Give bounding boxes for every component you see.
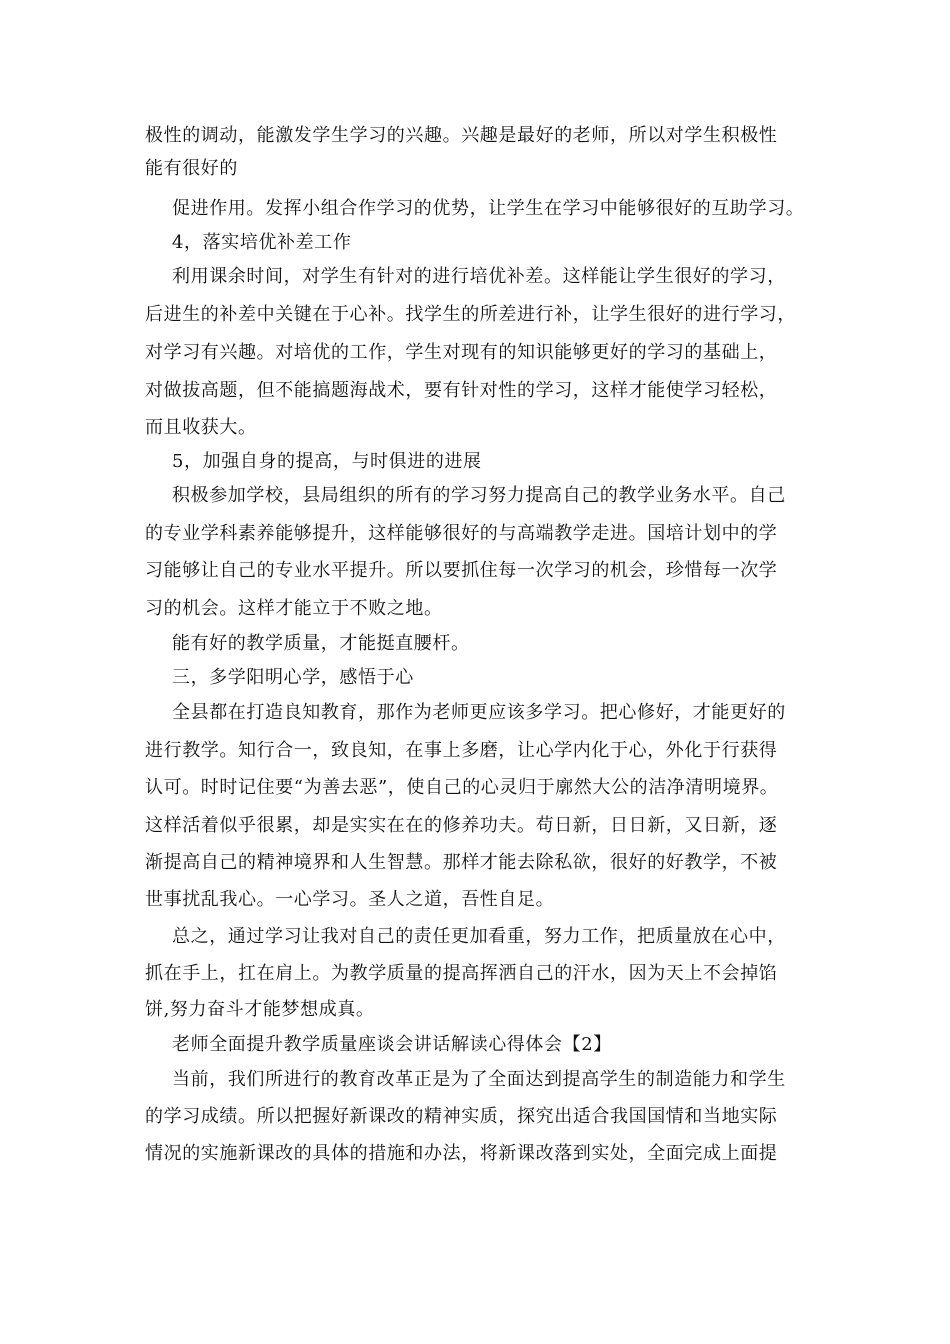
text-line: 抓在手上，扛在肩上。为教学质量的提高挥洒自己的汗水，因为天上不会掉馅	[145, 963, 778, 984]
text-line: 情况的实施新课改的具体的措施和办法，将新课改落到实处，全面完成上面提	[145, 1143, 778, 1164]
text-line: 这样活着似乎很累，却是实实在在的修养功夫。苟日新，日日新，又日新，逐	[145, 815, 778, 836]
section-heading: 三，多学阳明心学，感悟于心	[172, 667, 414, 688]
section-heading: 4，落实培优补差工作	[172, 232, 352, 253]
text-line: 对做拔高题，但不能搞题海战术，要有针对性的学习，这样才能使学习轻松，	[145, 380, 778, 401]
text-line: 的专业学科素养能够提升，这样能够很好的与高端教学走进。国培计划中的学	[145, 523, 778, 544]
article-title: 老师全面提升教学质量座谈会讲话解读心得体会【2】	[172, 1034, 612, 1055]
text-line: 认可。时时记住要“为善去恶”，使自己的心灵归于廓然大公的洁净清明境界。	[145, 777, 779, 798]
text-line: 能有很好的	[145, 158, 238, 179]
text-line: 利用课余时间，对学生有针对的进行培优补差。这样能让学生很好的学习，	[172, 266, 786, 287]
text-line: 渐提高自己的精神境界和人生智慧。那样才能去除私欲，很好的好教学，不被	[145, 852, 778, 873]
text-line: 全县都在打造良知教育，那作为老师更应该多学习。把心修好，才能更好的	[172, 702, 786, 723]
text-line: 而且收获大。	[145, 417, 257, 438]
text-line: 极性的调动，能激发学生学习的兴趣。兴趣是最好的老师，所以对学生积极性	[145, 125, 778, 146]
text-line: 饼,努力奋斗才能梦想成真。	[145, 999, 375, 1020]
text-line: 总之，通过学习让我对自己的责任更加看重，努力工作，把质量放在心中，	[172, 926, 786, 947]
text-line: 进行教学。知行合一，致良知，在事上多磨，让心学内化于心，外化于行获得	[145, 740, 778, 761]
text-line: 后进生的补差中关键在于心补。找学生的所差进行补，让学生很好的进行学习，	[145, 304, 796, 325]
text-line: 习的机会。这样才能立于不败之地。	[145, 598, 443, 619]
text-line: 能有好的教学质量，才能挺直腰杆。	[172, 633, 470, 654]
text-line: 当前，我们所进行的教育改革正是为了全面达到提高学生的制造能力和学生	[172, 1069, 786, 1090]
text-line: 世事扰乱我心。一心学习。圣人之道，吾性自足。	[145, 889, 555, 910]
text-line: 习能够让自己的专业水平提升。所以要抓住每一次学习的机会，珍惜每一次学	[145, 560, 778, 581]
text-line: 的学习成绩。所以把握好新课改的精神实质，探究出适合我国国情和当地实际	[145, 1106, 778, 1127]
text-line: 对学习有兴趣。对培优的工作，学生对现有的知识能够更好的学习的基础上，	[145, 342, 778, 363]
section-heading: 5，加强自身的提高，与时俱进的进展	[172, 451, 482, 472]
text-line: 促进作用。发挥小组合作学习的优势，让学生在学习中能够很好的互助学习。	[172, 198, 805, 219]
text-line: 积极参加学校，县局组织的所有的学习努力提高自己的教学业务水平。自己	[172, 485, 786, 506]
